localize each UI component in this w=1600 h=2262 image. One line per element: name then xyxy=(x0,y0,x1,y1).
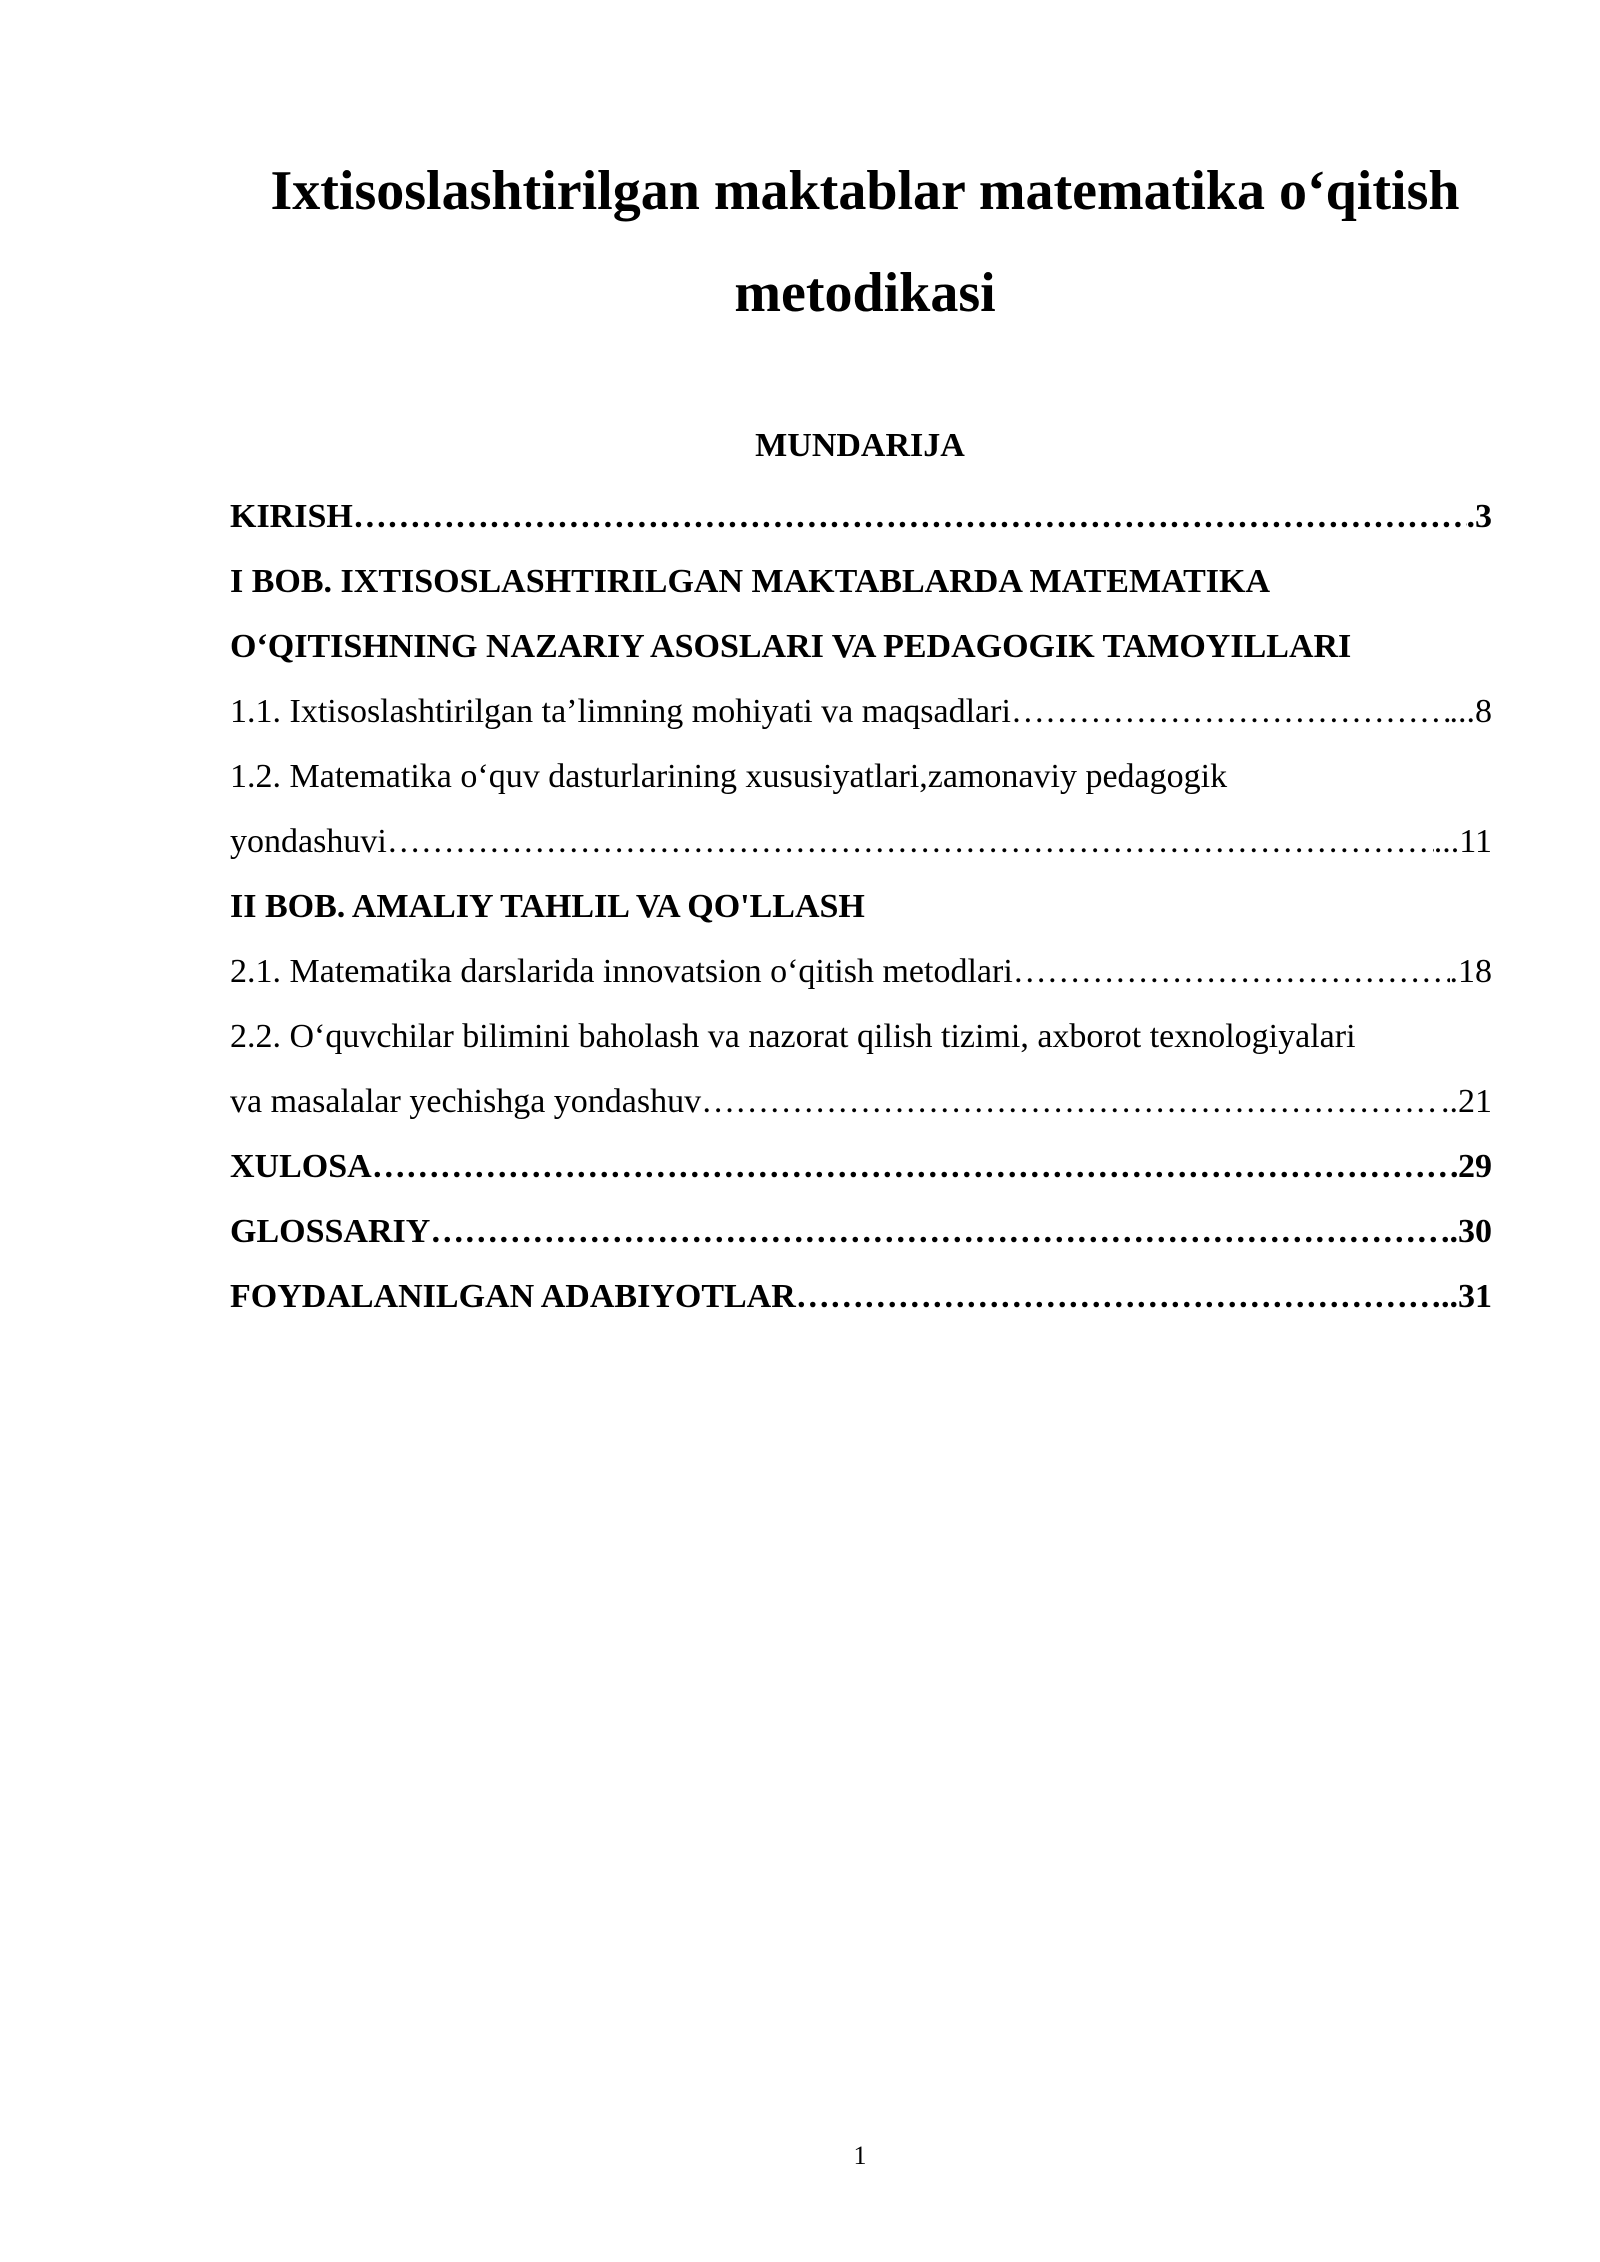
dot-leader xyxy=(353,484,1467,549)
toc-entry-xulosa[interactable] xyxy=(230,1134,1492,1199)
title-line-2: metodikasi xyxy=(734,262,996,324)
toc-entry-2-2[interactable] xyxy=(230,1004,1492,1069)
toc-entry-label: XULOSA xyxy=(230,1148,372,1185)
toc-entry-1-2[interactable] xyxy=(230,744,1492,809)
toc-entry-page: ...11 xyxy=(1433,823,1492,860)
toc-chapter-1-heading-cont[interactable] xyxy=(230,614,1492,679)
toc-entry-label: 1.2. Matematika o‘quv dasturlarining xususiyatlari,zamonaviy pedagogik xyxy=(230,758,1228,795)
toc-entry-page: ..30 xyxy=(1441,1213,1492,1250)
toc-entry-label: 2.2. O‘quvchilar bilimini baholash va nazorat qilish tizimi, axborot texnologiyalari xyxy=(230,1018,1356,1055)
toc-entry-label: I BOB. IXTISOSLASHTIRILGAN MAKTABLARDA MATEMATIKA xyxy=(230,563,1271,600)
toc-entry-label: KIRISH xyxy=(230,498,353,535)
toc-entry-page: .18 xyxy=(1449,953,1492,990)
dot-leader xyxy=(430,1199,1441,1264)
toc-entry-label: yondashuvi xyxy=(230,823,387,860)
dot-leader xyxy=(1013,939,1450,1004)
toc-entry-glossariy[interactable] xyxy=(230,1199,1492,1264)
toc-entry-label: 2.1. Matematika darslarida innovatsion o‘qitish metodlari xyxy=(230,953,1013,990)
toc-chapter-2-heading[interactable] xyxy=(230,874,1492,939)
dot-leader xyxy=(796,1264,1441,1329)
toc-entry-page: .3 xyxy=(1466,498,1492,535)
toc-entry-adabiyotlar[interactable] xyxy=(230,1264,1492,1329)
toc-entry-label: II BOB. AMALIY TAHLIL VA QO'LLASH xyxy=(230,888,865,925)
toc-entry-page: 29 xyxy=(1458,1148,1492,1185)
toc-entry-kirish[interactable] xyxy=(230,484,1492,549)
toc-entry-2-2-cont[interactable] xyxy=(230,1069,1492,1134)
toc-entry-1-1[interactable] xyxy=(230,679,1492,744)
dot-leader xyxy=(1011,679,1450,744)
toc-entry-label: 1.1. Ixtisoslashtirilgan ta’limning mohiyati va maqsadlari xyxy=(230,693,1011,730)
dot-leader xyxy=(372,1134,1458,1199)
toc-entry-1-2-cont[interactable] xyxy=(230,809,1492,874)
toc-entry-page: ..21 xyxy=(1441,1083,1492,1120)
toc-chapter-1-heading[interactable] xyxy=(230,549,1492,614)
toc-entry-label: O‘QITISHNING NAZARIY ASOSLARI VA PEDAGOGIK TAMOYILLARI xyxy=(230,628,1352,665)
toc-entry-page: ...8 xyxy=(1449,693,1492,730)
toc-entry-label: va masalalar yechishga yondashuv xyxy=(230,1083,702,1120)
toc-entry-label: FOYDALANILGAN ADABIYOTLAR xyxy=(230,1278,796,1315)
toc-entry-2-1[interactable] xyxy=(230,939,1492,1004)
dot-leader xyxy=(387,809,1434,874)
page-number: 1 xyxy=(853,2141,867,2170)
toc-heading: MUNDARIJA xyxy=(755,427,965,464)
toc-entry-label: GLOSSARIY xyxy=(230,1213,431,1250)
document-title xyxy=(200,140,1530,344)
title-line-1: Ixtisoslashtirilgan maktablar matematika o‘qitish xyxy=(270,160,1460,222)
toc-entry-page: ..31 xyxy=(1441,1278,1492,1315)
dot-leader xyxy=(701,1069,1441,1134)
table-of-contents xyxy=(230,484,1492,1329)
